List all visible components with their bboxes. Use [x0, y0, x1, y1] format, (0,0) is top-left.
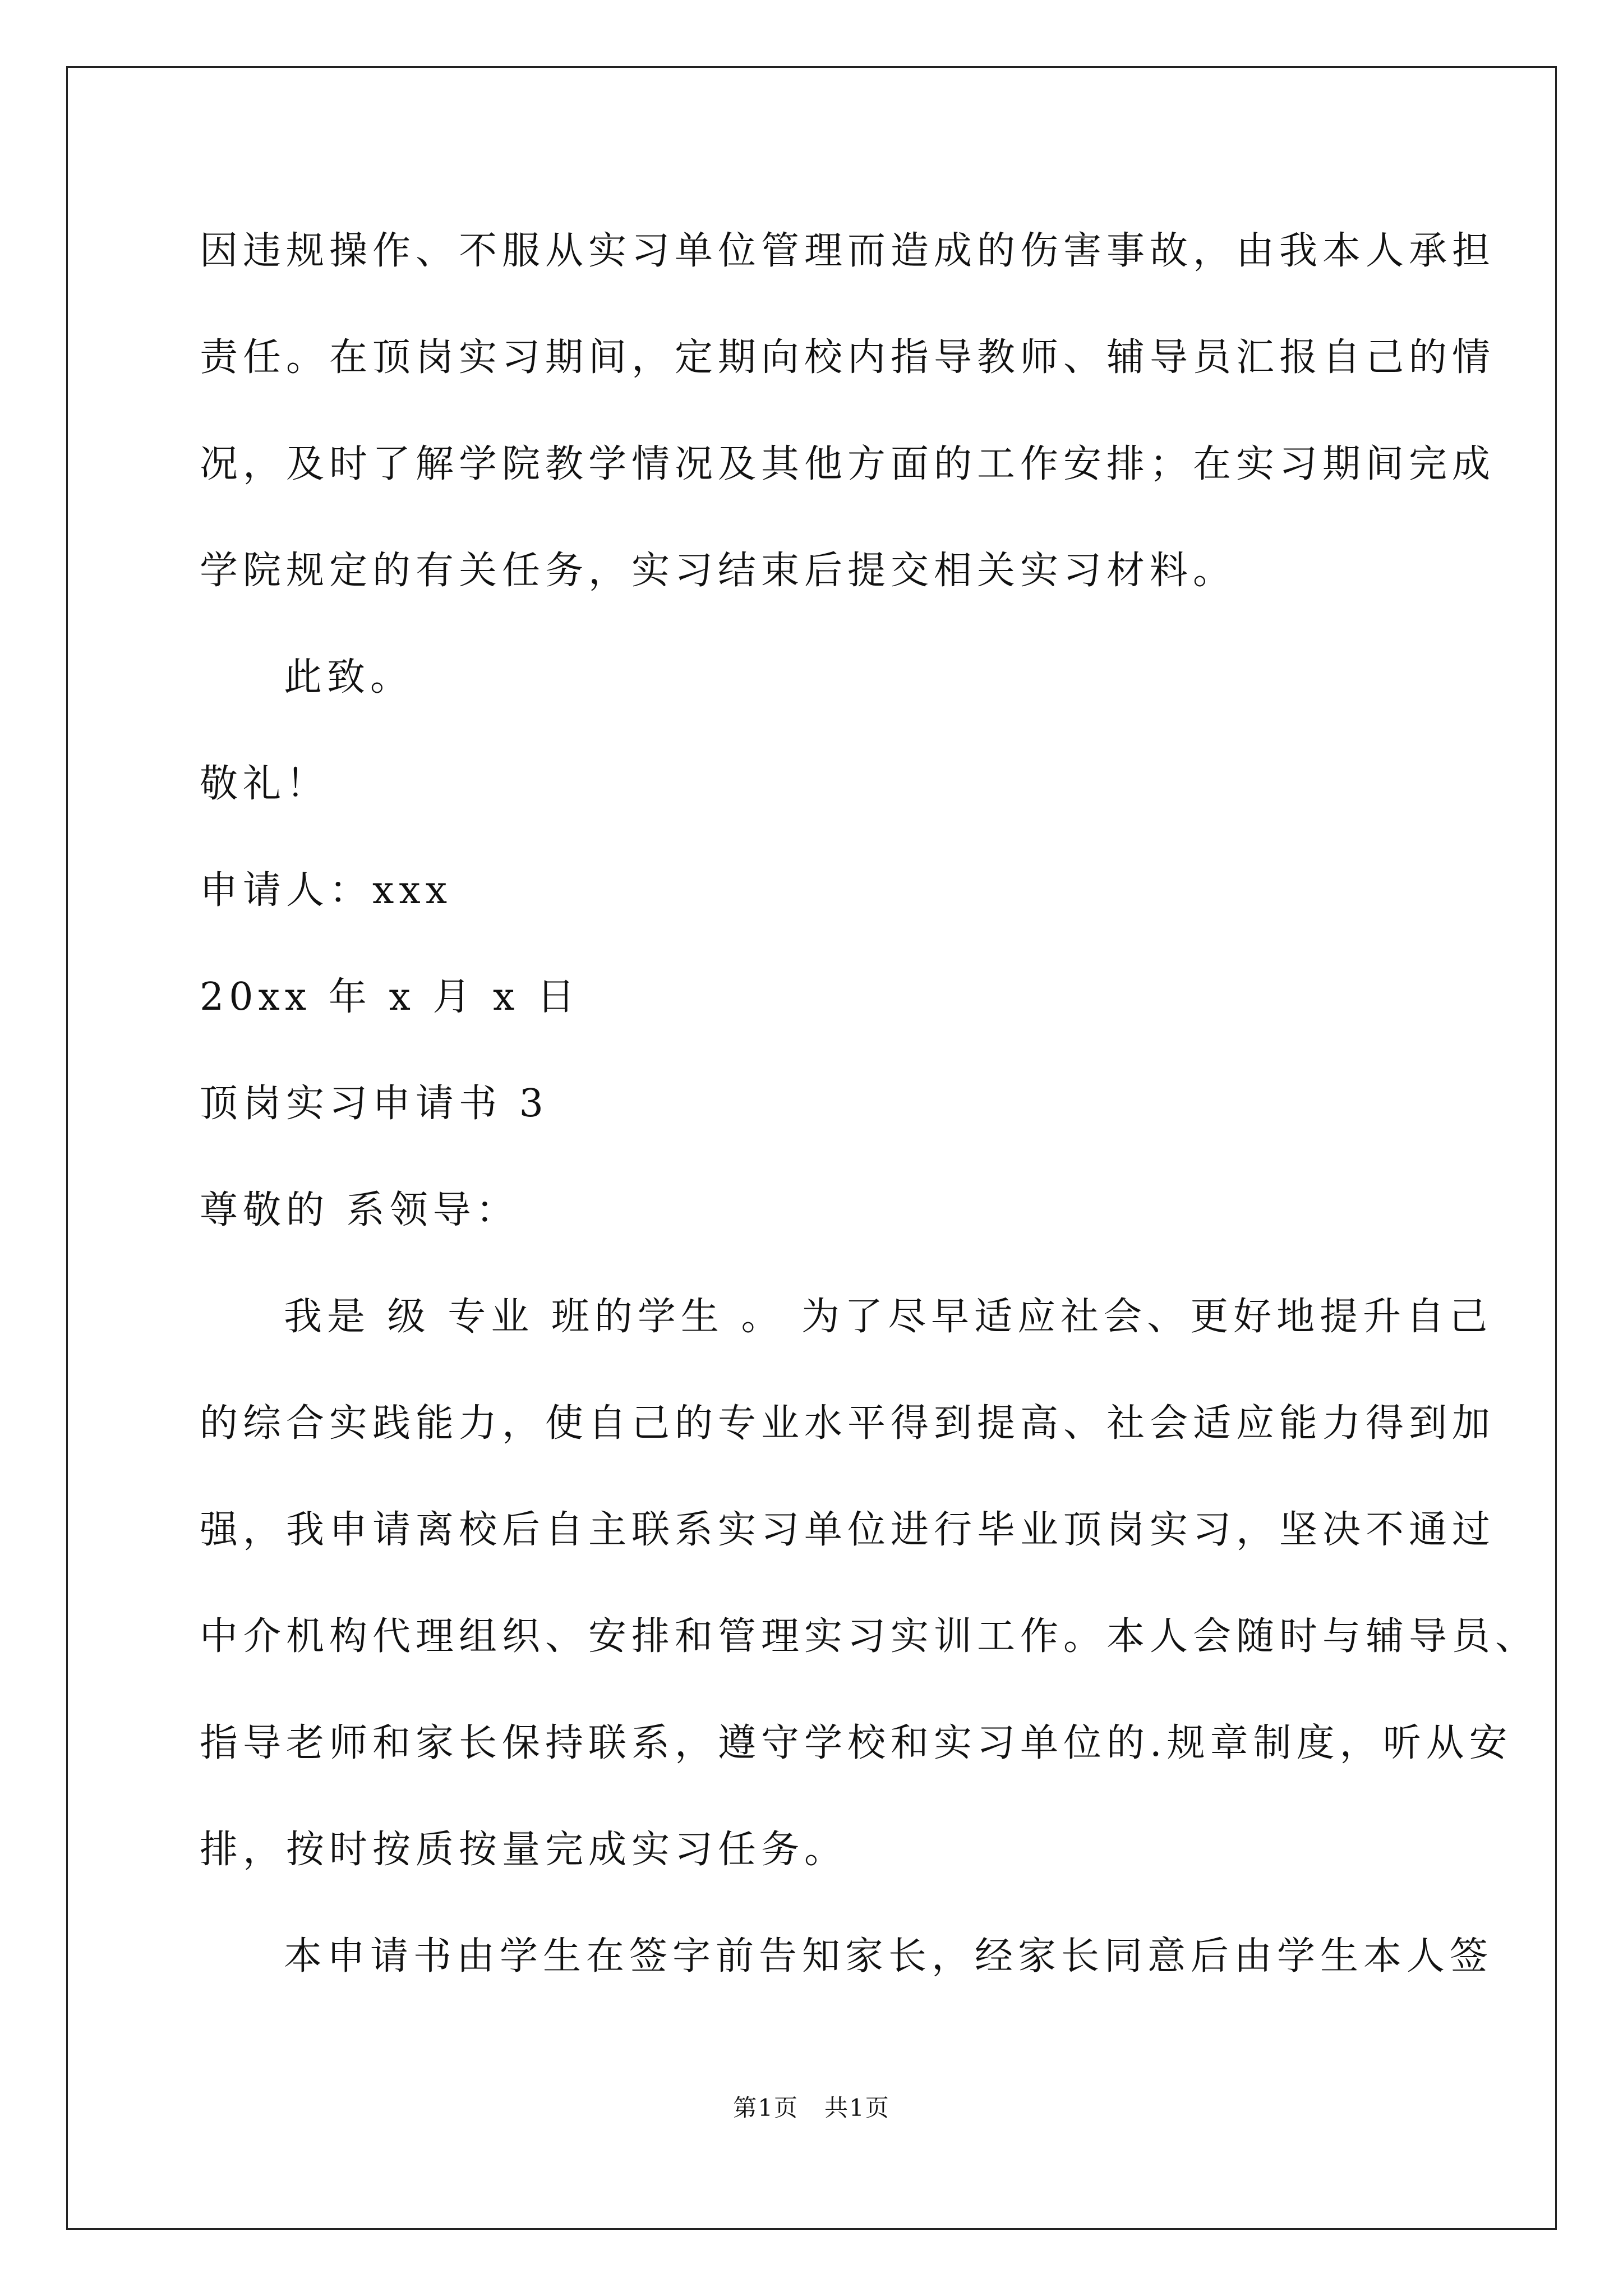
closing-salutation: 此致。 — [284, 655, 414, 700]
paragraph-line: 学院规定的有关任务，实习结束后提交相关实习材料。 — [200, 549, 1237, 593]
date-line: 20xx 年 x 月 x 日 — [200, 975, 580, 1019]
document-body — [200, 198, 1539, 2010]
paragraph-line: 我是 级 专业 班的学生 。 为了尽早适应社会、更好地提升自己 — [284, 1295, 1493, 1339]
closing-regards: 敬礼！ — [200, 762, 330, 806]
section-title: 顶岗实习申请书 3 — [200, 1082, 548, 1126]
paragraph-line: 况，及时了解学院教学情况及其他方面的工作安排；在实习期间完成 — [200, 442, 1496, 486]
paragraph-line: 因违规操作、不服从实习单位管理而造成的伤害事故，由我本人承担 — [200, 229, 1496, 273]
paragraph-line: 指导老师和家长保持联系，遵守学校和实习单位的.规章制度，听从安 — [200, 1721, 1513, 1765]
applicant-line: 申请人：xxx — [200, 868, 453, 913]
paragraph-line: 强，我申请离校后自主联系实习单位进行毕业顶岗实习，坚决不通过 — [200, 1508, 1496, 1552]
paragraph-line: 中介机构代理组织、安排和管理实习实训工作。本人会随时与辅导员、 — [200, 1614, 1539, 1659]
page-footer: 第1页 共1页 — [733, 2094, 890, 2122]
paragraph-line: 责任。在顶岗实习期间，定期向校内指导教师、辅导员汇报自己的情 — [200, 335, 1496, 380]
paragraph-line: 排，按时按质按量完成实习任务。 — [200, 1828, 848, 1872]
greeting-line: 尊敬的 系领导： — [200, 1188, 519, 1232]
paragraph-line: 的综合实践能力，使自己的专业水平得到提高、社会适应能力得到加 — [200, 1401, 1496, 1446]
paragraph-line: 本申请书由学生在签字前告知家长，经家长同意后由学生本人签 — [284, 1934, 1493, 1978]
